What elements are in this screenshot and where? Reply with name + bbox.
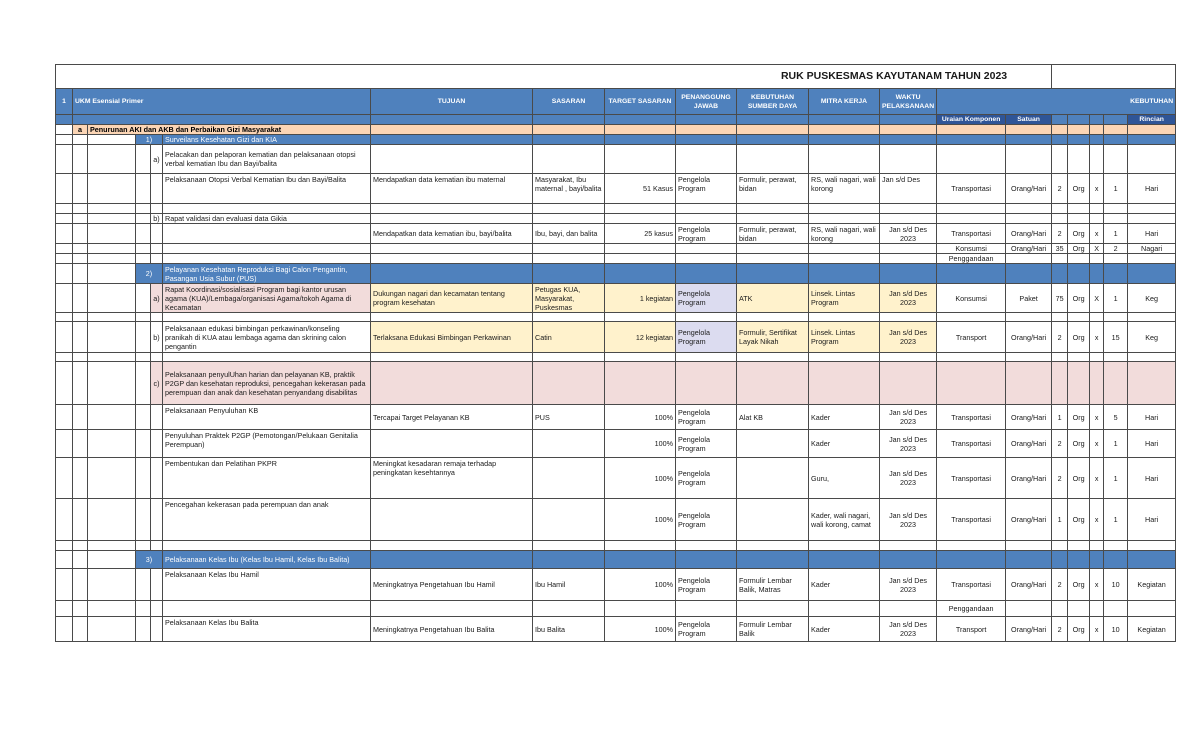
row-2c3-satuan: Orang/Hari <box>1006 458 1052 499</box>
section-2-num: 2) <box>136 264 163 284</box>
row-3b-pj: Pengelola Program <box>676 617 737 642</box>
row-1b-u2b: Nagari <box>1128 244 1176 254</box>
row-3b-tujuan: Meningkatnya Pengetahuan Ibu Balita <box>371 617 533 642</box>
row-2c1-n2: 5 <box>1104 405 1128 430</box>
section-3-num: 3) <box>136 551 163 569</box>
row-1b-tujuan: Mendapatkan data kematian ibu, bayi/balita <box>371 224 533 244</box>
row-2c4-target: 100% <box>605 499 676 541</box>
row-2b-letter: b) <box>151 322 163 353</box>
row-2a-n2: 1 <box>1104 284 1128 313</box>
row-3a-pj: Pengelola Program <box>676 569 737 601</box>
row-1b-uraian: Transportasi <box>937 224 1006 244</box>
row-2c4-satuan: Orang/Hari <box>1006 499 1052 541</box>
table-row <box>56 224 1176 244</box>
row-2c2-u1: Org <box>1068 430 1090 458</box>
row-1b-uraian2: Konsumsi <box>937 244 1006 254</box>
row-1b-u1b: Org <box>1068 244 1090 254</box>
row-2c1-sasaran: PUS <box>533 405 605 430</box>
row-1b-pj: Pengelola Program <box>676 224 737 244</box>
row-3a-tujuan: Meningkatnya Pengetahuan Ibu Hamil <box>371 569 533 601</box>
sheet-title: RUK PUSKESMAS KAYUTANAM TAHUN 2023 <box>737 65 1052 89</box>
row-2a-pj: Pengelola Program <box>676 284 737 313</box>
ruk-spreadsheet <box>55 64 1176 642</box>
row-2c2-u2: Hari <box>1128 430 1176 458</box>
row-2c2-waktu: Jan s/d Des 2023 <box>880 430 937 458</box>
row-1a-kegiatan: Pelaksanaan Otopsi Verbal Kematian Ibu dan Bayi/Balita <box>163 174 371 204</box>
row-1b-satuan2: Orang/Hari <box>1006 244 1052 254</box>
row-3b-uraian: Transport <box>937 617 1006 642</box>
row-3a-uraian2: Penggandaan <box>937 601 1006 617</box>
row-2c4-u2: Hari <box>1128 499 1176 541</box>
row-2c2-n1: 2 <box>1052 430 1068 458</box>
row-2c2-x: x <box>1090 430 1104 458</box>
header-kebutuhan-right: KEBUTUHAN <box>937 89 1176 115</box>
row-1b-uraian3: Penggandaan <box>937 254 1006 264</box>
row-1a-x: x <box>1090 174 1104 204</box>
row-1b-sasaran: Ibu, bayi, dan balita <box>533 224 605 244</box>
header-penanggung-jawab: PENANGGUNG JAWAB <box>676 89 737 115</box>
row-2a-satuan: Paket <box>1006 284 1052 313</box>
row-1b-u1: Org <box>1068 224 1090 244</box>
row-2c1-kegiatan: Pelaksanaan Penyuluhan KB <box>163 405 371 430</box>
header-tujuan: TUJUAN <box>371 89 533 115</box>
header-target: TARGET SASARAN <box>605 89 676 115</box>
row-1b-n1: 2 <box>1052 224 1068 244</box>
row-2c2-mitra: Kader <box>809 430 880 458</box>
row-2c2-target: 100% <box>605 430 676 458</box>
row-2c3-mitra: Guru, <box>809 458 880 499</box>
row-1b-n2: 1 <box>1104 224 1128 244</box>
row-2c2-satuan: Orang/Hari <box>1006 430 1052 458</box>
row-2c1-kebutuhan: Alat KB <box>737 405 809 430</box>
table-row <box>56 458 1176 499</box>
row-2a-letter: a) <box>151 284 163 313</box>
row-2c2-uraian: Transportasi <box>937 430 1006 458</box>
row-2a-uraian: Konsumsi <box>937 284 1006 313</box>
row-2a-tujuan: Dukungan nagari dan kecamatan tentang program kesehatan <box>371 284 533 313</box>
row-2b-waktu: Jan s/d Des 2023 <box>880 322 937 353</box>
header-program: UKM Esensial Primer <box>73 89 371 115</box>
row-2c4-pj: Pengelola Program <box>676 499 737 541</box>
row-3a-sasaran: Ibu Hamil <box>533 569 605 601</box>
row-2c3-target: 100% <box>605 458 676 499</box>
row-2a-x: X <box>1090 284 1104 313</box>
row-1b-x: x <box>1090 224 1104 244</box>
row-3a-mitra: Kader <box>809 569 880 601</box>
row-2a-n1: 75 <box>1052 284 1068 313</box>
section-1-num: 1) <box>136 135 163 145</box>
row-1b-xb: X <box>1090 244 1104 254</box>
row-2c3-kegiatan: Pembentukan dan Pelatihan PKPR <box>163 458 371 499</box>
table-row <box>56 322 1176 353</box>
row-2b-u1: Org <box>1068 322 1090 353</box>
section-a-label: Penurunan AKI dan AKB dan Perbaikan Gizi Masyarakat <box>88 125 371 135</box>
section-2-label: Pelayanan Kesehatan Reproduksi Bagi Calon Pengantin, Pasangan Usia Subur (PUS) <box>163 264 371 284</box>
row-2c4-kegiatan: Pencegahan kekerasan pada perempuan dan anak <box>163 499 371 541</box>
table-row <box>56 569 1176 601</box>
row-2b-x: x <box>1090 322 1104 353</box>
row-3b-mitra: Kader <box>809 617 880 642</box>
header-waktu: WAKTU PELAKSANAAN <box>880 89 937 115</box>
row-1a-n2: 1 <box>1104 174 1128 204</box>
row-2c3-waktu: Jan s/d Des 2023 <box>880 458 937 499</box>
row-2c1-mitra: Kader <box>809 405 880 430</box>
section-1-label: Surveilans Kesehatan Gizi dan KIA <box>163 135 371 145</box>
row-3a-x: x <box>1090 569 1104 601</box>
row-2c4-n1: 1 <box>1052 499 1068 541</box>
row-2b-uraian: Transport <box>937 322 1006 353</box>
row-2c4-mitra: Kader, wali nagari, wali korong, camat <box>809 499 880 541</box>
row-2c2-pj: Pengelola Program <box>676 430 737 458</box>
row-2c3-n1: 2 <box>1052 458 1068 499</box>
row-1a-waktu: Jan s/d Des <box>880 174 937 204</box>
header-mitra: MITRA KERJA <box>809 89 880 115</box>
row-1b-n1b: 35 <box>1052 244 1068 254</box>
row-2c1-x: x <box>1090 405 1104 430</box>
header-no: 1 <box>56 89 73 115</box>
row-1a-pj: Pengelola Program <box>676 174 737 204</box>
row-3a-u2: Kegiatan <box>1128 569 1176 601</box>
row-2b-tujuan: Terlaksana Edukasi Bimbingan Perkawinan <box>371 322 533 353</box>
row-2c3-n2: 1 <box>1104 458 1128 499</box>
row-1a-u2: Hari <box>1128 174 1176 204</box>
row-2c1-u1: Org <box>1068 405 1090 430</box>
row-1b-u2: Hari <box>1128 224 1176 244</box>
row-2c4-x: x <box>1090 499 1104 541</box>
header-uraian: Uraian Komponen <box>937 115 1006 125</box>
table-row <box>56 405 1176 430</box>
row-3b-sasaran: Ibu Balita <box>533 617 605 642</box>
row-2a-kebutuhan: ATK <box>737 284 809 313</box>
row-2c3-x: x <box>1090 458 1104 499</box>
row-1b-kebutuhan: Formulir, perawat, bidan <box>737 224 809 244</box>
section-3-label: Pelaksanaan Kelas Ibu (Kelas Ibu Hamil, Kelas Ibu Balita) <box>163 551 371 569</box>
row-2c1-uraian: Transportasi <box>937 405 1006 430</box>
row-2c1-n1: 1 <box>1052 405 1068 430</box>
row-1b-n2b: 2 <box>1104 244 1128 254</box>
row-3b-satuan: Orang/Hari <box>1006 617 1052 642</box>
row-2a-waktu: Jan s/d Des 2023 <box>880 284 937 313</box>
row-2c-title: Pelaksanaan penyulUhan harian dan pelayanan KB, praktik P2GP dan kesehatan reproduksi, pencegahan kekerasan pada perempuan dan anak dan kesehatan penyandang disabilitas <box>163 362 371 405</box>
row-2b-title: Pelaksanaan edukasi bimbingan perkawinan/konseling pranikah di KUA atau lembaga agama dan skrining calon pengantin <box>163 322 371 353</box>
row-2c4-n2: 1 <box>1104 499 1128 541</box>
table-row <box>56 284 1176 313</box>
row-3a-u1: Org <box>1068 569 1090 601</box>
row-2c4-uraian: Transportasi <box>937 499 1006 541</box>
row-2c2-n2: 1 <box>1104 430 1128 458</box>
header-satuan: Satuan <box>1006 115 1052 125</box>
row-2c4-waktu: Jan s/d Des 2023 <box>880 499 937 541</box>
row-3b-kegiatan: Pelaksanaan Kelas Ibu Balita <box>163 617 371 642</box>
row-2c3-u1: Org <box>1068 458 1090 499</box>
row-2a-sasaran: Petugas KUA, Masyarakat, Puskesmas <box>533 284 605 313</box>
row-2b-pj: Pengelola Program <box>676 322 737 353</box>
row-3a-waktu: Jan s/d Des 2023 <box>880 569 937 601</box>
row-2b-u2: Keg <box>1128 322 1176 353</box>
row-2c1-target: 100% <box>605 405 676 430</box>
row-2b-mitra: Linsek. Lintas Program <box>809 322 880 353</box>
row-2c-letter: c) <box>151 362 163 405</box>
row-2a-target: 1 kegiatan <box>605 284 676 313</box>
row-2b-kebutuhan: Formulir, Sertifikat Layak Nikah <box>737 322 809 353</box>
row-2c1-satuan: Orang/Hari <box>1006 405 1052 430</box>
row-2a-u1: Org <box>1068 284 1090 313</box>
header-sasaran: SASARAN <box>533 89 605 115</box>
row-3a-kegiatan: Pelaksanaan Kelas Ibu Hamil <box>163 569 371 601</box>
row-2c3-uraian: Transportasi <box>937 458 1006 499</box>
row-3a-satuan: Orang/Hari <box>1006 569 1052 601</box>
row-1a-letter: a) <box>151 145 163 174</box>
row-2c1-u2: Hari <box>1128 405 1176 430</box>
row-2b-n1: 2 <box>1052 322 1068 353</box>
row-3a-n1: 2 <box>1052 569 1068 601</box>
row-2c1-waktu: Jan s/d Des 2023 <box>880 405 937 430</box>
row-3b-u1: Org <box>1068 617 1090 642</box>
row-1a-tujuan: Mendapatkan data kematian ibu maternal <box>371 174 533 204</box>
row-2c1-pj: Pengelola Program <box>676 405 737 430</box>
row-2c4-u1: Org <box>1068 499 1090 541</box>
row-1a-u1: Org <box>1068 174 1090 204</box>
row-2c2-kegiatan: Penyuluhan Praktek P2GP (Pemotongan/Pelukaan Genitalia Perempuan) <box>163 430 371 458</box>
row-1b-waktu: Jan s/d Des 2023 <box>880 224 937 244</box>
row-1a-kebutuhan: Formulir, perawat, bidan <box>737 174 809 204</box>
row-3a-target: 100% <box>605 569 676 601</box>
row-1a-target: 51 Kasus <box>605 174 676 204</box>
row-2b-sasaran: Catin <box>533 322 605 353</box>
header-rincian: Rincian <box>1128 115 1176 125</box>
table-row <box>56 499 1176 541</box>
row-2c1-tujuan: Tercapai Target Pelayanan KB <box>371 405 533 430</box>
row-3b-waktu: Jan s/d Des 2023 <box>880 617 937 642</box>
table-row <box>56 430 1176 458</box>
row-3b-x: x <box>1090 617 1104 642</box>
row-3a-n2: 10 <box>1104 569 1128 601</box>
row-2c3-u2: Hari <box>1128 458 1176 499</box>
row-1a-mitra: RS, wali nagari, wali korong <box>809 174 880 204</box>
row-3a-kebutuhan: Formulir Lembar Balik, Matras <box>737 569 809 601</box>
section-a-letter: a <box>73 125 88 135</box>
row-2c3-pj: Pengelola Program <box>676 458 737 499</box>
row-1b-target: 25 kasus <box>605 224 676 244</box>
row-1a-sasaran: Masyarakat, Ibu maternal , bayi/balita <box>533 174 605 204</box>
row-2a-mitra: Linsek. Lintas Program <box>809 284 880 313</box>
row-3a-uraian: Transportasi <box>937 569 1006 601</box>
row-1a-title: Pelacakan dan pelaporan kematian dan pelaksanaan otopsi verbal kematian Ibu dan Bayi/balita <box>163 145 371 174</box>
row-2c3-tujuan: Meningkat kesadaran remaja terhadap peningkatan kesehtannya <box>371 458 533 499</box>
row-1b-satuan: Orang/Hari <box>1006 224 1052 244</box>
row-2b-target: 12 kegiatan <box>605 322 676 353</box>
row-1b-title: Rapat validasi dan evaluasi data Gikia <box>163 214 371 224</box>
row-2a-title: Rapat Koordinasi/sosialisasi Program bagi kantor urusan agama (KUA)/Lembaga/organisasi Agama/tokoh Agama di Kecamatan <box>163 284 371 313</box>
table-row <box>56 617 1176 642</box>
row-2a-u2: Keg <box>1128 284 1176 313</box>
table-row <box>56 174 1176 204</box>
row-1a-uraian: Transportasi <box>937 174 1006 204</box>
row-2b-satuan: Orang/Hari <box>1006 322 1052 353</box>
row-3b-kebutuhan: Formulir Lembar Balik <box>737 617 809 642</box>
row-2b-n2: 15 <box>1104 322 1128 353</box>
row-3b-n2: 10 <box>1104 617 1128 642</box>
row-3b-u2: Kegiatan <box>1128 617 1176 642</box>
row-1a-n1: 2 <box>1052 174 1068 204</box>
header-kebutuhan: KEBUTUHAN SUMBER DAYA <box>737 89 809 115</box>
row-3b-n1: 2 <box>1052 617 1068 642</box>
row-3b-target: 100% <box>605 617 676 642</box>
row-1b-letter: b) <box>151 214 163 224</box>
row-1b-mitra: RS, wali nagari, wali korong <box>809 224 880 244</box>
row-1a-satuan: Orang/Hari <box>1006 174 1052 204</box>
